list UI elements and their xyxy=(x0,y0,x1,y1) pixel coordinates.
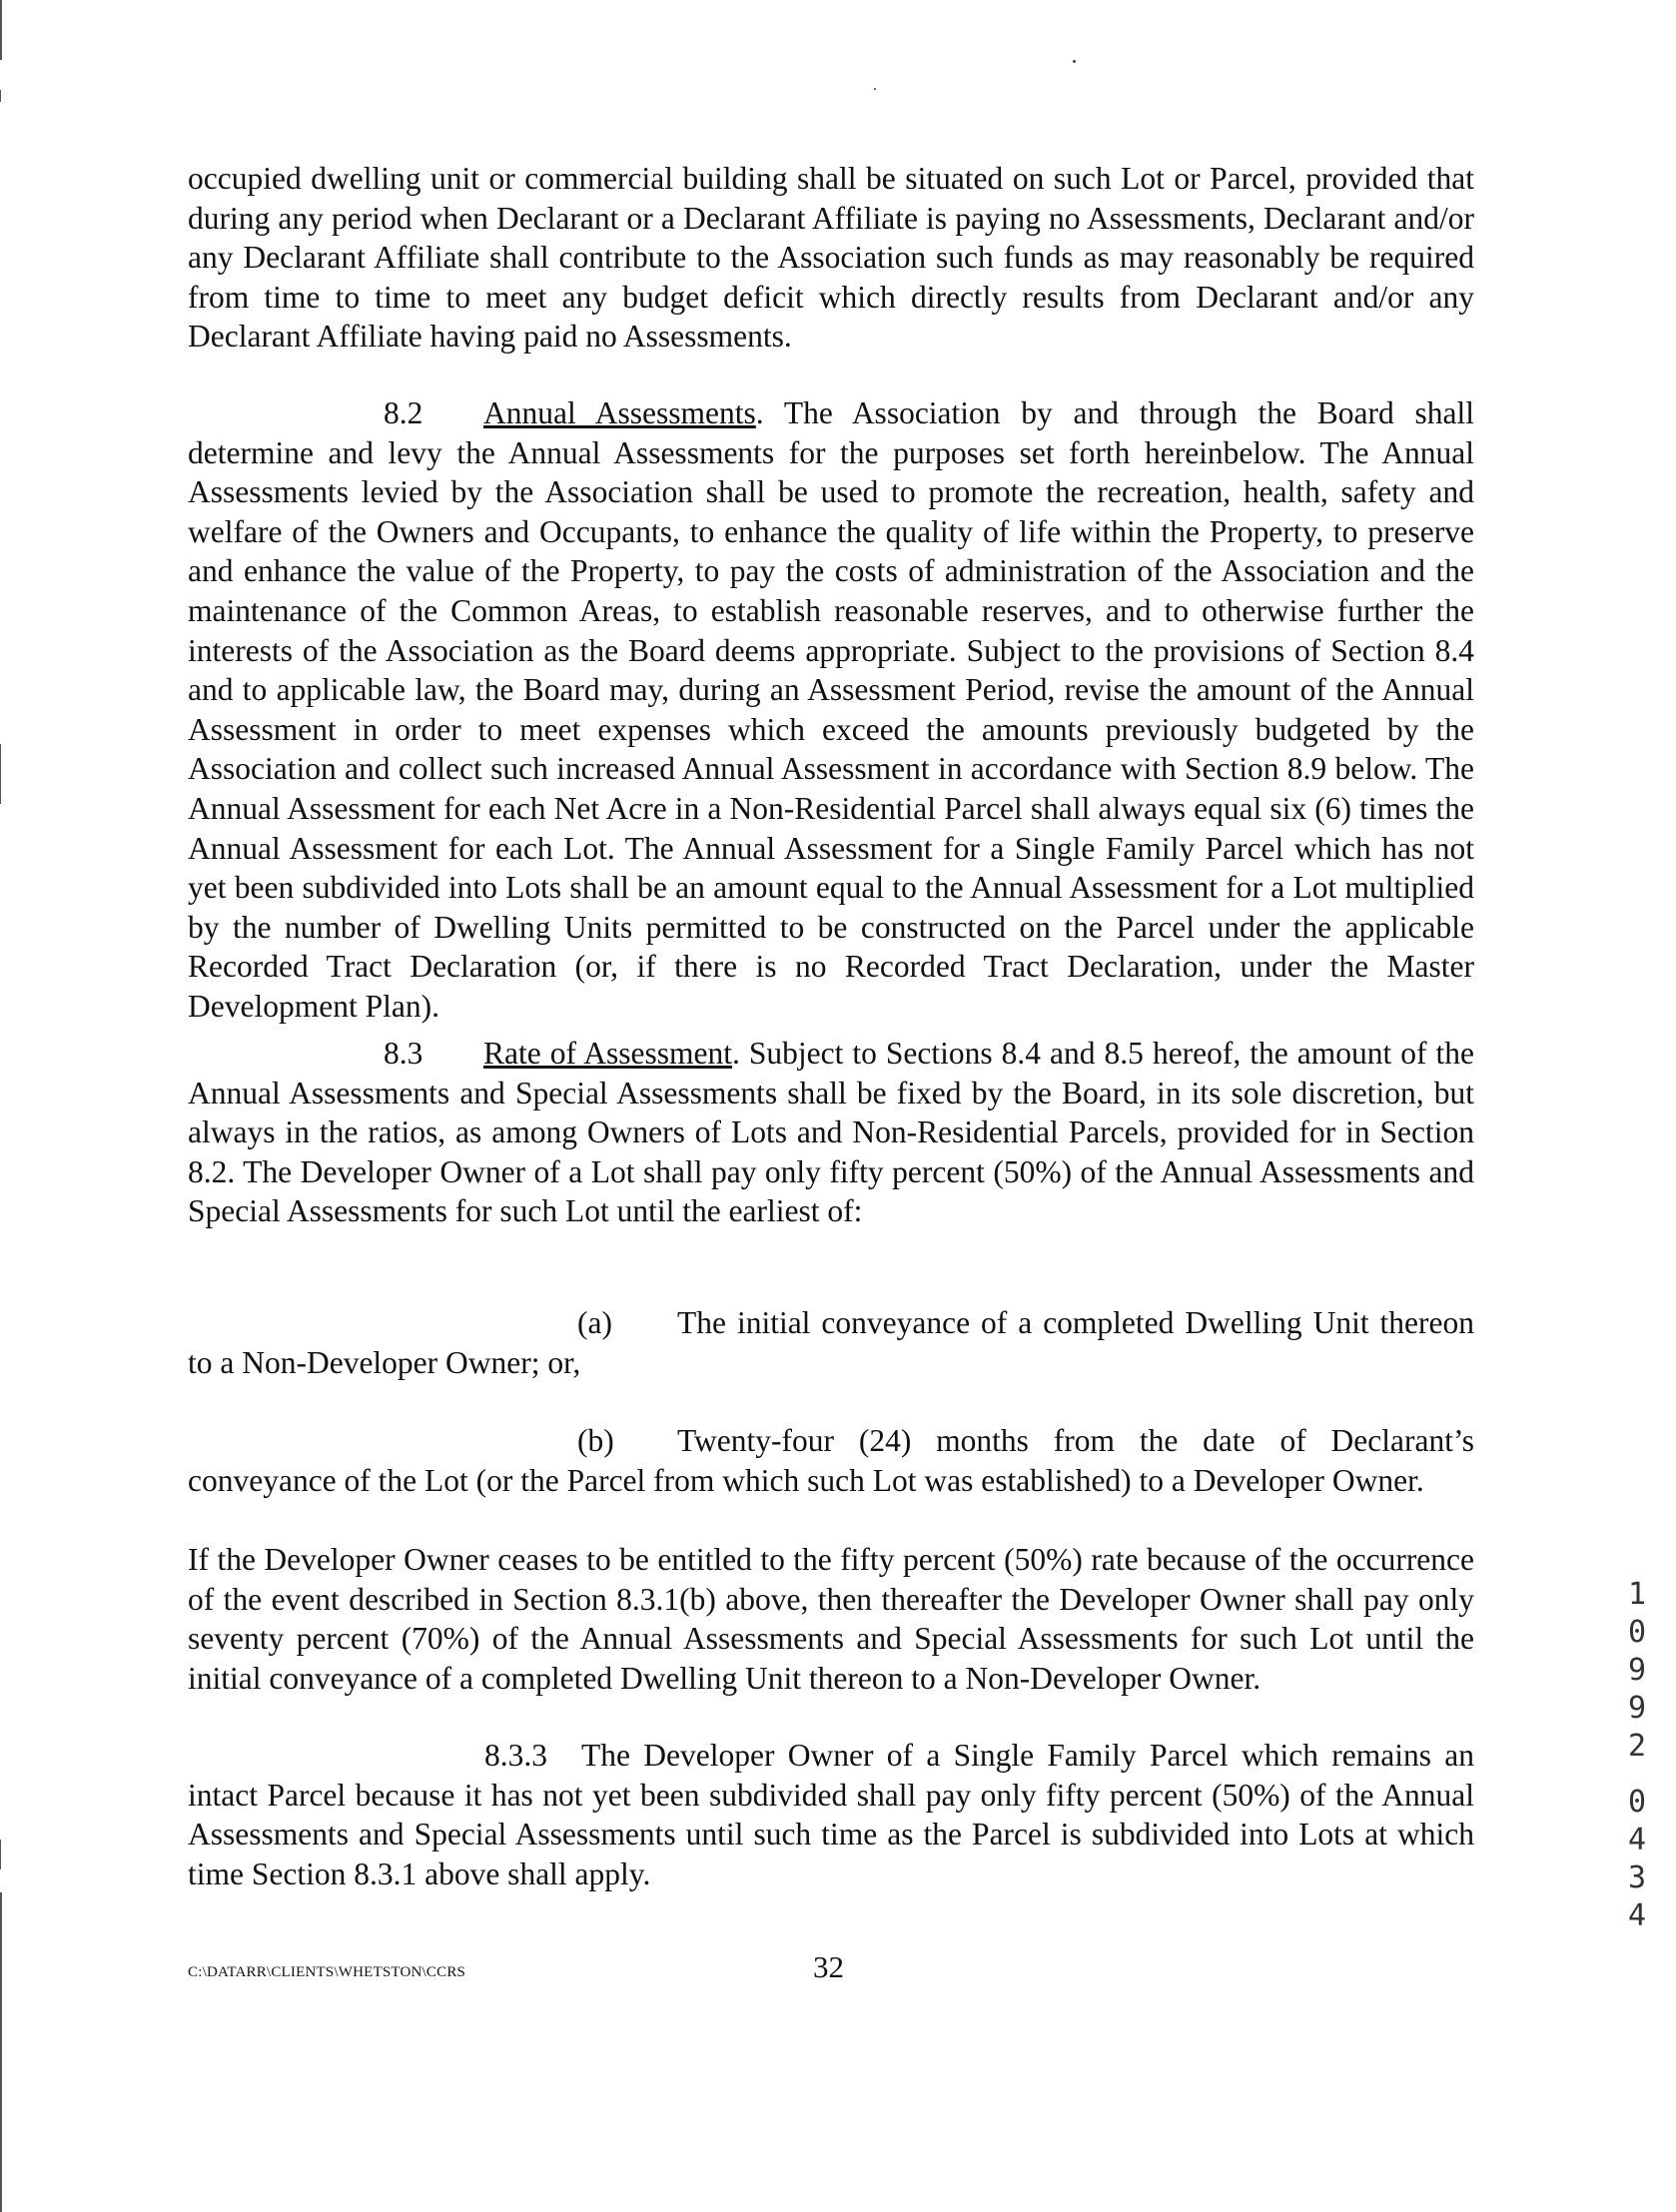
section-8-2 xyxy=(188,393,1474,1027)
stamp-digit: 1 xyxy=(1627,1577,1647,1612)
stamp-digit: 4 xyxy=(1627,1898,1647,1933)
stamp-digit: 9 xyxy=(1627,1653,1647,1688)
page-number: 32 xyxy=(813,1949,844,1984)
scan-edge-mark xyxy=(0,1892,2,2212)
subsection-body: The initial conveyance of a completed Dwelling Unit thereon to a Non-Developer Owner; or, xyxy=(188,1305,1474,1380)
section-8-3-3 xyxy=(188,1736,1474,1893)
footer-file-path: C:\DATARR\CLIENTS\WHETSTON\CCRS xyxy=(188,1964,466,1980)
stamp-digit: 2 xyxy=(1627,1729,1647,1764)
scan-edge-mark xyxy=(0,0,2,60)
section-body: . Subject to Sections 8.4 and 8.5 hereof, the amount of the Annual Assessments and Special Assessments shall be fixed by the Board, in its sole discretion, but always in the ratios, as among Owners of Lots and Non-Residential Parcels, provided for in Section 8.2. The Developer Owner of a Lot shall pay only fifty percent (50%) of the Annual Assessments and Special Assessments for such Lot until the earliest of: xyxy=(188,1036,1475,1229)
scan-edge-mark xyxy=(0,744,1,804)
scan-edge-mark xyxy=(0,90,1,102)
subsection-label: (a) xyxy=(577,1305,612,1340)
section-body: . The Association by and through the Board shall determine and levy the Annual Assessments for the purposes set forth hereinbelow. The Annual Assessments levied by the Association shall be used to promote the recreation, health, safety and welfare of the Owners and Occupants, to enhance the quality of life within the Property, to preserve and enhance the value of the Property, to pay the costs of administration of the Association and the maintenance of the Common Areas, to establish reasonable reserves, and to otherwise further the interests of the Association as the Board deems appropriate. Subject to the provisions of Section 8.4 and to applicable law, the Board may, during an Assessment Period, revise the amount of the Annual Assessment in order to meet expenses which exceed the amounts previously budgeted by the Association and collect such increased Annual Assessment in accordance with Section 8.9 below. The Annual Assessment for each Net Acre in a Non-Residential Parcel shall always equal six (6) times the Annual Assessment for each Lot. The Annual Assessment for a Single Family Parcel which has not yet been subdivided into Lots shall be an amount equal to the Annual Assessment for a Lot multiplied by the number of Dwelling Units permitted to be constructed on the Parcel under the applicable Recorded Tract Declaration (or, if there is no Recorded Tract Declaration, under the Master Development Plan). xyxy=(188,395,1474,1024)
paragraph-after-subsections: If the Developer Owner ceases to be entitled to the fifty percent (50%) rate because of the occurrence of the event described in Section 8.3.1(b) above, then thereafter the Developer Owner shall pay only seventy percent (70%) of the Annual Assessments and Special Assessments for such Lot until the initial conveyance of a completed Dwelling Unit thereon to a Non-Developer Owner. xyxy=(188,1542,1474,1696)
section-heading: Rate of Assessment xyxy=(483,1036,733,1071)
subsection-b xyxy=(188,1421,1474,1500)
scan-speck xyxy=(874,88,876,90)
section-body: The Developer Owner of a Single Family Parcel which remains an intact Parcel because it has not yet been subdivided shall pay only fifty percent (50%) of the Annual Assessments and Special Assessments until such time as the Parcel is subdivided into Lots at which time Section 8.3.1 above shall apply. xyxy=(188,1738,1474,1891)
stamp-digit: 0 xyxy=(1627,1785,1647,1820)
stamp-digit: 4 xyxy=(1627,1823,1647,1857)
section-number: 8.3.3 xyxy=(484,1738,547,1773)
subsection-body: Twenty-four (24) months from the date of Declarant’s conveyance of the Lot (or the Parcel from which such Lot was established) to a Developer Owner. xyxy=(188,1423,1474,1498)
section-8-3 xyxy=(188,1034,1474,1231)
section-number: 8.3 xyxy=(384,1036,423,1071)
recording-stamp xyxy=(1622,1576,1652,1935)
subsection-label: (b) xyxy=(577,1423,614,1458)
stamp-digit: 0 xyxy=(1627,1615,1647,1650)
section-heading: Annual Assessments xyxy=(483,395,756,430)
section-number: 8.2 xyxy=(384,395,423,430)
scan-speck xyxy=(1073,60,1076,63)
stamp-gap xyxy=(1622,1766,1652,1784)
stamp-digit: 9 xyxy=(1627,1691,1647,1726)
paragraph-continuation: occupied dwelling unit or commercial building shall be situated on such Lot or Parcel, provided that during any period when Declarant or a Declarant Affiliate is paying no Assessments, Declarant and/or any Declarant Affiliate shall contribute to the Association such funds as may reasonably be required from time to time to meet any budget deficit which directly results from Declarant and/or any Declarant Affiliate having paid no Assessments. xyxy=(188,161,1474,355)
scan-edge-mark xyxy=(0,1840,1,1869)
stamp-digit: 3 xyxy=(1627,1860,1647,1895)
subsection-a xyxy=(188,1303,1474,1382)
